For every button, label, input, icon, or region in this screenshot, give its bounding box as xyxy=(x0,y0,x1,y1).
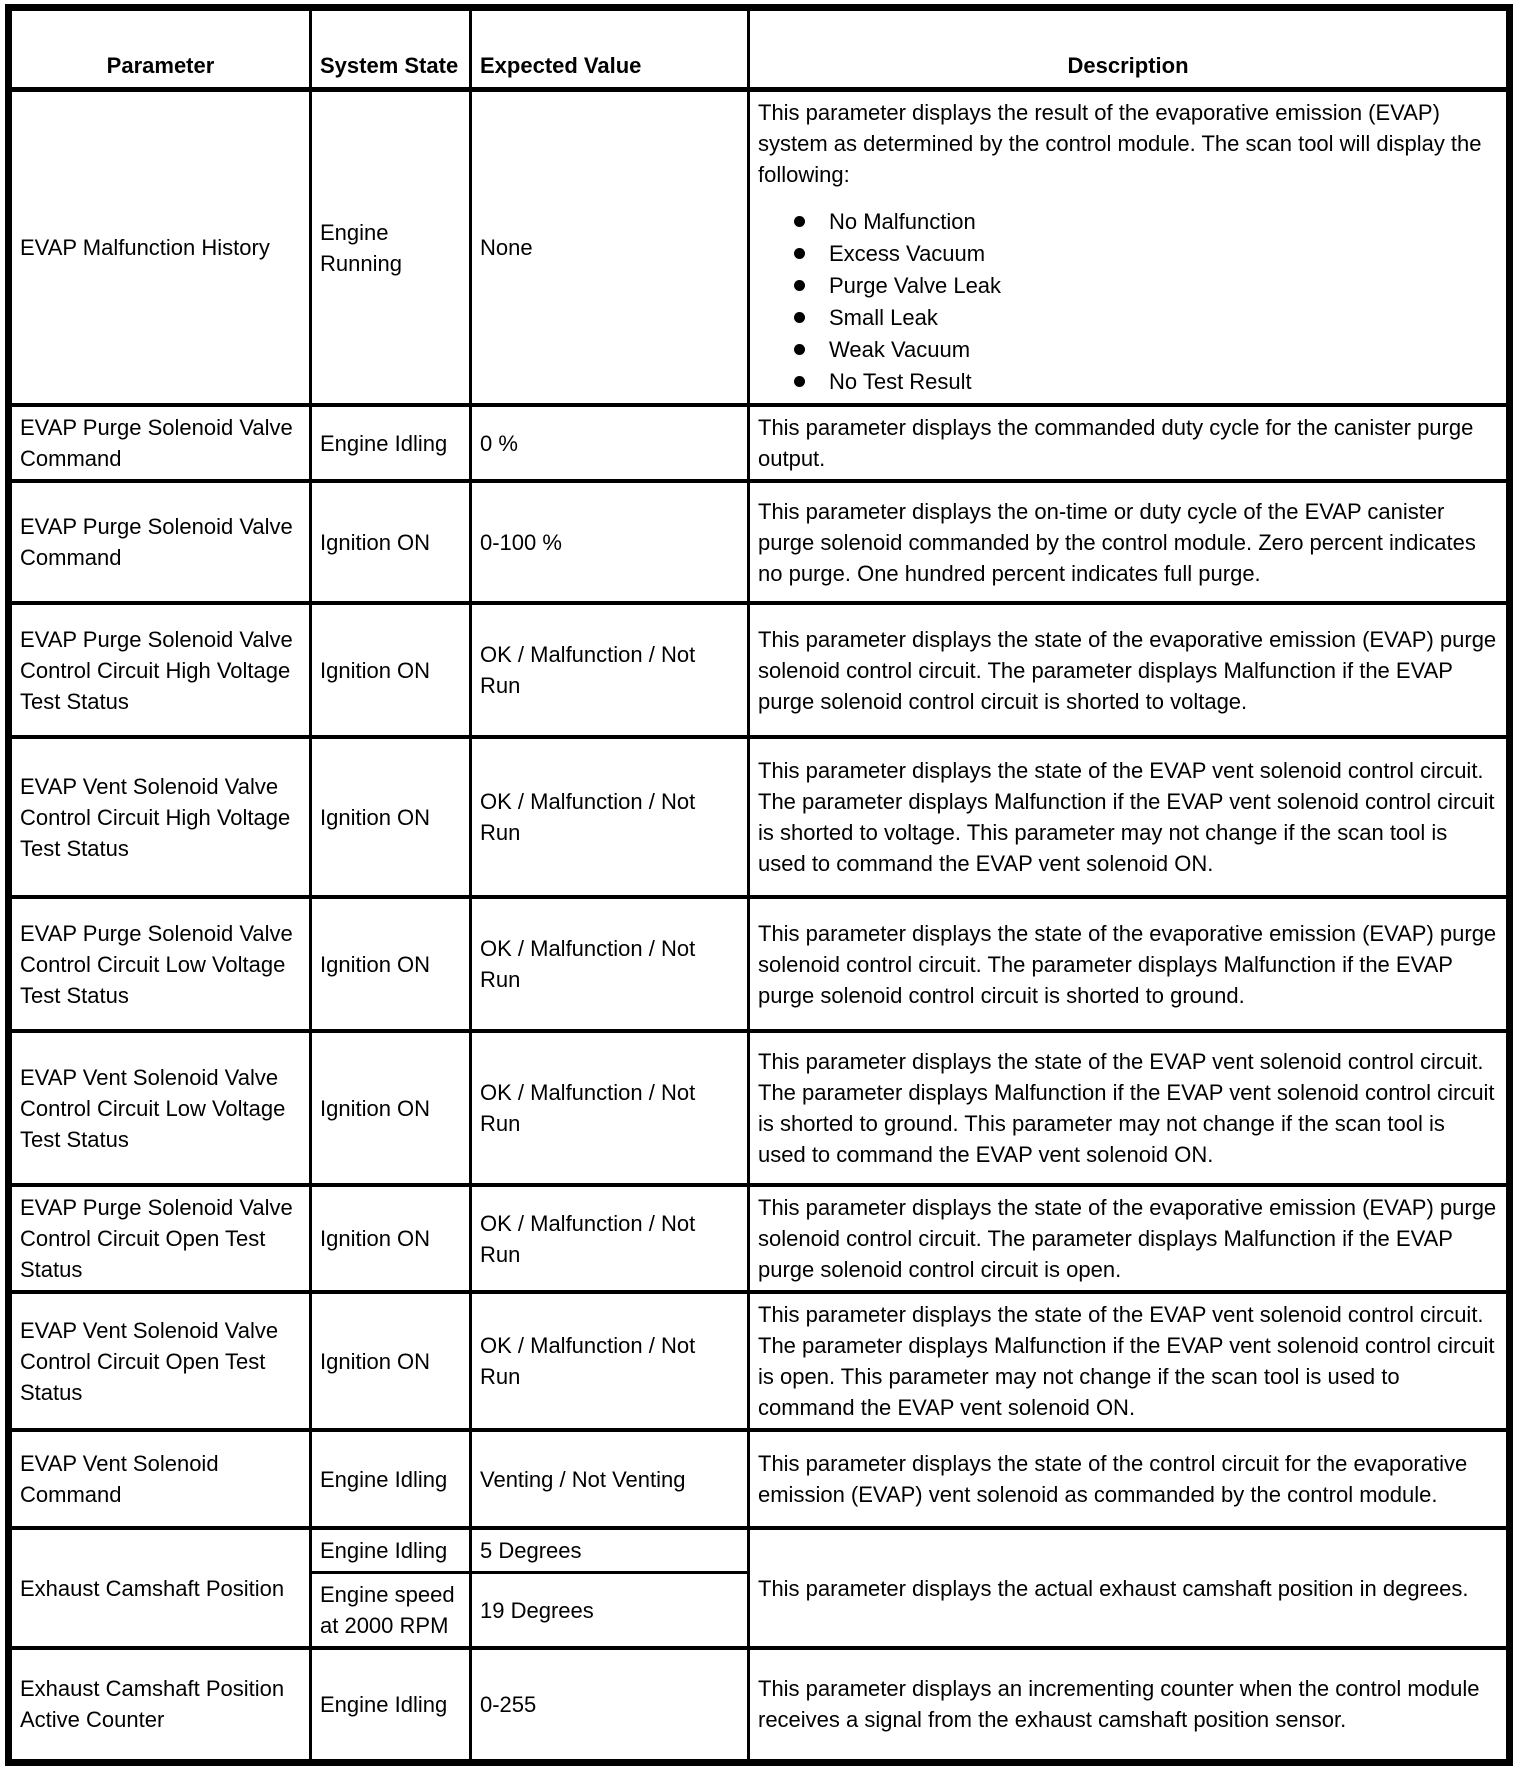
bullet-item xyxy=(794,366,1498,397)
description-cell: This parameter displays the on-time or duty cycle of the EVAP canister purge solenoid commanded by the control module. Zero percent indicates no purge. One hundred percent indicates full purge. xyxy=(749,481,1510,603)
bullet-label: Excess Vacuum xyxy=(829,241,986,266)
column-header-expected-value: Expected Value xyxy=(471,8,749,90)
parameter-cell: Exhaust Camshaft Position xyxy=(9,1528,311,1648)
table-row xyxy=(9,1031,1510,1185)
parameter-cell: EVAP Purge Solenoid Valve Control Circuit Open Test Status xyxy=(9,1185,311,1292)
bullet-label: Weak Vacuum xyxy=(829,337,971,362)
description-cell: This parameter displays an incrementing counter when the control module receives a signal from the exhaust camshaft position sensor. xyxy=(749,1648,1510,1762)
table-row xyxy=(9,1528,1510,1573)
parameter-cell: Exhaust Camshaft Position Active Counter xyxy=(9,1648,311,1762)
table-row xyxy=(9,481,1510,603)
description-cell: This parameter displays the state of the EVAP vent solenoid control circuit. The parameter displays Malfunction if the EVAP vent solenoid control circuit is shorted to ground. This parameter may not change if the scan tool is used to command the EVAP vent solenoid ON. xyxy=(749,1031,1510,1185)
table-row xyxy=(9,603,1510,737)
expected-value-cell: 0-100 % xyxy=(471,481,749,603)
system-state-cell: Engine Idling xyxy=(311,1528,471,1573)
description-cell: This parameter displays the state of the evaporative emission (EVAP) purge solenoid control circuit. The parameter displays Malfunction if the EVAP purge solenoid control circuit is shorted to ground. xyxy=(749,897,1510,1031)
description-cell: This parameter displays the state of the evaporative emission (EVAP) purge solenoid control circuit. The parameter displays Malfunction if the EVAP purge solenoid control circuit is shorted to voltage. xyxy=(749,603,1510,737)
description-cell: This parameter displays the state of the EVAP vent solenoid control circuit. The parameter displays Malfunction if the EVAP vent solenoid control circuit is open. This parameter may not change if the scan tool is used to command the EVAP vent solenoid ON. xyxy=(749,1292,1510,1430)
expected-value-cell: 5 Degrees xyxy=(471,1528,749,1573)
bullet-item xyxy=(794,270,1498,301)
bullet-icon xyxy=(794,216,805,227)
expected-value-cell: None xyxy=(471,90,749,406)
expected-value-cell: OK / Malfunction / Not Run xyxy=(471,737,749,897)
system-state-cell: Ignition ON xyxy=(311,603,471,737)
description-cell xyxy=(749,90,1510,406)
description-cell: This parameter displays the state of the evaporative emission (EVAP) purge solenoid control circuit. The parameter displays Malfunction if the EVAP purge solenoid control circuit is open. xyxy=(749,1185,1510,1292)
system-state-cell: Engine speed at 2000 RPM xyxy=(311,1573,471,1649)
parameter-cell: EVAP Malfunction History xyxy=(9,90,311,406)
description-cell: This parameter displays the state of the EVAP vent solenoid control circuit. The parameter displays Malfunction if the EVAP vent solenoid control circuit is shorted to voltage. This parameter may not change if the scan tool is used to command the EVAP vent solenoid ON. xyxy=(749,737,1510,897)
system-state-cell: Engine Idling xyxy=(311,405,471,481)
column-header-description: Description xyxy=(749,8,1510,90)
malfunction-result-list xyxy=(758,206,1498,397)
table-row xyxy=(9,1185,1510,1292)
table-row xyxy=(9,897,1510,1031)
expected-value-cell: 0-255 xyxy=(471,1648,749,1762)
bullet-label: Small Leak xyxy=(829,305,938,330)
parameter-cell: EVAP Vent Solenoid Valve Control Circuit High Voltage Test Status xyxy=(9,737,311,897)
system-state-cell: Ignition ON xyxy=(311,737,471,897)
bullet-item xyxy=(794,238,1498,269)
parameter-cell: EVAP Purge Solenoid Valve Command xyxy=(9,481,311,603)
parameter-cell: EVAP Purge Solenoid Valve Command xyxy=(9,405,311,481)
expected-value-cell: Venting / Not Venting xyxy=(471,1430,749,1528)
bullet-label: Purge Valve Leak xyxy=(829,273,1002,298)
expected-value-cell: 0 % xyxy=(471,405,749,481)
system-state-cell: Ignition ON xyxy=(311,481,471,603)
expected-value-cell: OK / Malfunction / Not Run xyxy=(471,897,749,1031)
expected-value-cell: 19 Degrees xyxy=(471,1573,749,1649)
table-row xyxy=(9,405,1510,481)
description-cell: This parameter displays the actual exhaust camshaft position in degrees. xyxy=(749,1528,1510,1648)
system-state-cell: Engine Running xyxy=(311,90,471,406)
system-state-cell: Engine Idling xyxy=(311,1430,471,1528)
table-row xyxy=(9,1648,1510,1762)
parameter-cell: EVAP Vent Solenoid Command xyxy=(9,1430,311,1528)
system-state-cell: Ignition ON xyxy=(311,897,471,1031)
system-state-cell: Ignition ON xyxy=(311,1185,471,1292)
scan-tool-parameter-table xyxy=(5,4,1513,1766)
system-state-cell: Ignition ON xyxy=(311,1292,471,1430)
table-row xyxy=(9,737,1510,897)
parameter-cell: EVAP Vent Solenoid Valve Control Circuit Low Voltage Test Status xyxy=(9,1031,311,1185)
bullet-item xyxy=(794,334,1498,365)
bullet-item xyxy=(794,206,1498,237)
bullet-icon xyxy=(794,344,805,355)
table-row xyxy=(9,1292,1510,1430)
bullet-icon xyxy=(794,248,805,259)
description-text: This parameter displays the result of the evaporative emission (EVAP) system as determined by the control module. The scan tool will display the following: xyxy=(758,100,1482,187)
system-state-cell: Ignition ON xyxy=(311,1031,471,1185)
bullet-icon xyxy=(794,376,805,387)
bullet-label: No Malfunction xyxy=(829,209,976,234)
parameter-cell: EVAP Purge Solenoid Valve Control Circuit Low Voltage Test Status xyxy=(9,897,311,1031)
table-row xyxy=(9,1430,1510,1528)
expected-value-cell: OK / Malfunction / Not Run xyxy=(471,1185,749,1292)
column-header-parameter: Parameter xyxy=(9,8,311,90)
column-header-system-state: System State xyxy=(311,8,471,90)
expected-value-cell: OK / Malfunction / Not Run xyxy=(471,1031,749,1185)
bullet-icon xyxy=(794,280,805,291)
expected-value-cell: OK / Malfunction / Not Run xyxy=(471,1292,749,1430)
expected-value-cell: OK / Malfunction / Not Run xyxy=(471,603,749,737)
parameter-cell: EVAP Purge Solenoid Valve Control Circuit High Voltage Test Status xyxy=(9,603,311,737)
description-cell: This parameter displays the state of the control circuit for the evaporative emission (EVAP) vent solenoid as commanded by the control module. xyxy=(749,1430,1510,1528)
bullet-label: No Test Result xyxy=(829,369,972,394)
system-state-cell: Engine Idling xyxy=(311,1648,471,1762)
parameter-cell: EVAP Vent Solenoid Valve Control Circuit Open Test Status xyxy=(9,1292,311,1430)
table-row xyxy=(9,90,1510,406)
bullet-icon xyxy=(794,312,805,323)
description-cell: This parameter displays the commanded duty cycle for the canister purge output. xyxy=(749,405,1510,481)
table-header-row xyxy=(9,8,1510,90)
bullet-item xyxy=(794,302,1498,333)
